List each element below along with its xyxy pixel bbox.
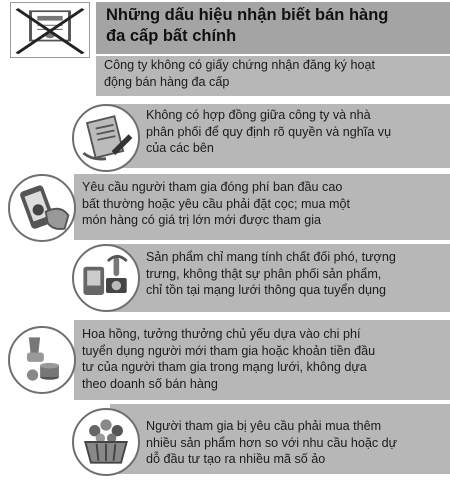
text-line: Công ty không có giấy chứng nhận đăng ký hoạt: [104, 58, 375, 72]
crossed-out-certificate-icon: [10, 2, 90, 58]
criterion-text-4: [146, 249, 396, 299]
text-line: bất thường hoặc yêu cầu phải đặt cọc; mua một: [82, 196, 351, 211]
criterion-text-2: [146, 107, 391, 157]
text-line: Không có hợp đồng giữa công ty và nhà: [146, 108, 371, 122]
text-line: theo doanh số bán hàng: [82, 376, 218, 391]
text-line: trưng, không thật sự phân phối sản phẩm,: [146, 266, 382, 281]
shopping-basket-icon: [72, 408, 140, 476]
text-line: tư của người tham gia trong mạng lưới, không dựa: [82, 360, 367, 374]
text-line: Người tham gia bị yêu cầu phải mua thêm: [146, 419, 382, 433]
text-line: động bán hàng đa cấp: [104, 74, 230, 89]
title-line-2: đa cấp bất chính: [106, 27, 237, 45]
text-line: phân phối để quy định rõ quyền và nghĩa vụ: [146, 124, 392, 139]
text-line: tuyển dụng người mới tham gia hoặc khoản tiền đầu: [82, 343, 376, 358]
card-payment-icon: [8, 174, 76, 242]
criterion-text-1: [104, 57, 375, 90]
page-title: [106, 5, 436, 47]
title-line-1: Những dấu hiệu nhận biết bán hàng: [106, 6, 389, 24]
criterion-text-3: [82, 179, 350, 229]
consumer-products-icon: [72, 244, 140, 312]
text-line: dỗ đầu tư tạo ra nhiều mã số ảo: [146, 452, 326, 466]
text-line: của các bên: [146, 141, 214, 155]
commission-money-icon: [8, 326, 76, 394]
contract-signing-icon: [72, 104, 140, 172]
criterion-text-5: [82, 326, 375, 392]
text-line: Hoa hồng, tưởng thưởng chủ yếu dựa vào chi phí: [82, 327, 361, 341]
text-line: Yêu cầu người tham gia đóng phí ban đầu cao: [82, 180, 343, 194]
text-line: nhiều sản phẩm hơn so với nhu cầu hoặc dự: [146, 435, 398, 450]
criterion-text-6: [146, 418, 397, 468]
text-line: chỉ tồn tại mạng lưới thông qua tuyển dụng: [146, 283, 387, 297]
text-line: món hàng có giá trị lớn mới được tham gia: [82, 213, 322, 227]
text-line: Sản phẩm chỉ mang tính chất đối phó, tượng: [146, 250, 396, 264]
